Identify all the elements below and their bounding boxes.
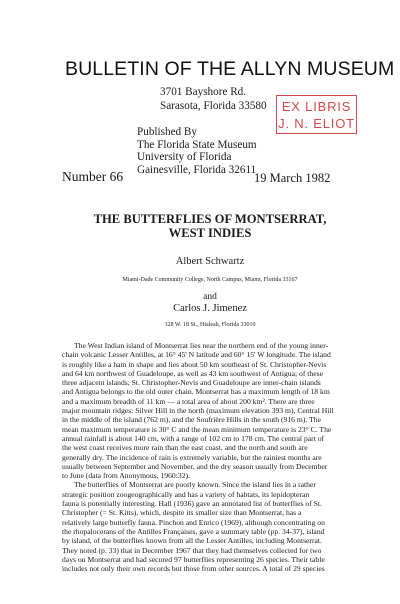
issue-date: 19 March 1982 [254,171,331,185]
body-line: major mountain ridges: Silver Hill in the north (maximum elevation 393 m), Central Hill [62,406,334,416]
body-line: days on Montserrat and had secured 97 butterflies representing 26 species. Their table [62,554,325,564]
issue-number: Number 66 [62,169,124,184]
body-line: The butterflies of Montserrat are poorly known. Since the island lies in a rather [74,480,316,490]
stamp-line: EX LIBRIS [281,99,352,114]
body-line: The West Indian island of Montserrat lies near the northern end of the young inner- [74,341,329,350]
body-line: to June (data from Anonymous, 1960:32). [62,471,190,481]
stamp-line: J. N. ELIOT [278,116,355,131]
body-line: and Antigua belongs to the old outer chain. Montserrat has a maximum length of 18 km [62,387,330,397]
body-line: mean maximum temperature is 30° C and the mean minimum temperature is 23° C. The [62,424,332,434]
ex-libris-stamp [276,95,357,134]
publisher-line: Gainesville, Florida 32611 [137,163,257,176]
title-line: THE BUTTERFLIES OF MONTSERRAT, [93,212,327,226]
author-affiliation: 328 W. 18 St., Hialeah, Florida 33010 [164,322,256,328]
body-line: strategic position zoogeographically and has a variety of habtats, its lepidopteran [62,489,310,499]
body-line: Christopher (= St. Kitts), which, despite its smaller size than Montserrat, has a [62,508,302,518]
body-line: includes not only their own records but those from other sources. A total of 29 species [62,564,325,574]
publisher-block [137,126,257,176]
author-name: Albert Schwartz [175,256,245,267]
address-line: Sarasota, Florida 33580 [160,100,267,112]
body-line: the rhopalocerans of the Antilles Françaises, gave a summary table (pp. 34-37), island [62,526,325,536]
body-line: in the middle of the island (762 m), and the Soufrière Hills in the south (916 m). The [62,415,321,425]
body-line: usually between September and November, and the dry season usually from December [62,461,328,471]
body-line: fauna is potentially interesting. Hall (1936) gave an annotated list of butterflies of St. [62,499,322,509]
body-line: relatively large butterfly fauna. Pinchon and Enrico (1969), although concentrating on [62,517,325,527]
article-title [62,213,358,240]
publisher-line: University of Florida [137,151,232,163]
address-line: 3701 Bayshore Rd. [160,86,247,98]
body-line: by island, of the butterflies known from all the Lesser Antilles, including Montserrat. [62,536,322,546]
author-name: Carlos J. Jimenez [173,303,247,314]
article-body [62,341,362,573]
publisher-line: Published By [137,126,197,138]
publisher-line: The Florida State Museum [137,138,257,151]
body-line: annual rainfall is about 140 cm, with a range of 102 cm to 178 cm. The central part of [62,433,325,443]
museum-address [160,85,267,113]
author-conjunction: and [203,292,217,302]
body-line: and a maximum breadth of 11 km — a total area of about 200 km². There are three [62,396,315,406]
body-line: three adjacent islands, St. Christopher-Nevis and Guadeloupe are inner-chain islands [62,378,321,388]
journal-masthead: BULLETIN OF THE ALLYN MUSEUM [65,58,395,80]
body-line: generally dry. The incidence of rain is extremely variable, but the rainiest months are [62,452,322,462]
body-line: and 64 km northwest of Guadeloupe, as well as 43 km southwest of Antigua; of these [62,368,324,378]
body-line: is roughly like a ham in shape and lies about 50 km southeast of St. Christopher-Nevis [62,359,327,369]
body-line: They noted (p. 33) that in December 1967 that they had themselves collected for two [62,545,322,555]
author-affiliation: Miami-Dade Community College, North Campus, Miami, Florida 33167 [122,277,298,283]
body-line: the west coast receives more rain than the east coast, and the north and south are [62,443,308,453]
title-line: WEST INDIES [168,225,252,240]
body-line: chain volcanic Lesser Antilles, at 16° 45' N latitude and 60° 15' W longitude. The island [62,350,331,360]
